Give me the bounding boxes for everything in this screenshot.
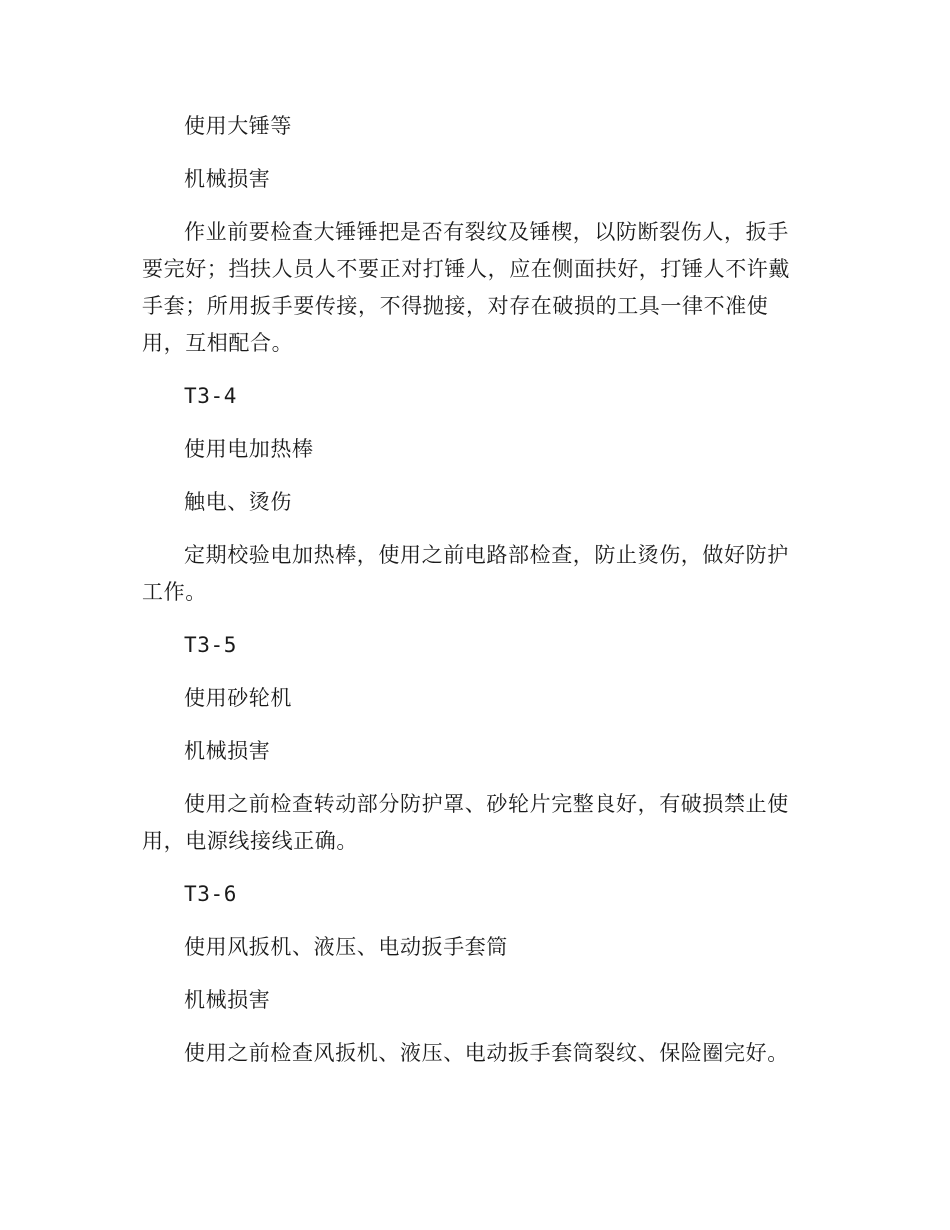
- paragraph-measures: 作业前要检查大锤锤把是否有裂纹及锤楔，以防断裂伤人，扳手要完好；挡扶人员人不要正对打锤人，应在侧面扶好，打锤人不许戴手套；所用扳手要传接，不得抛接，对存在破损的工具一律不准使用，互相配合。: [142, 220, 790, 355]
- paragraph-code: T3-6: [184, 882, 237, 906]
- paragraph-code: T3-4: [184, 384, 237, 408]
- paragraph-hazard: 触电、烫伤: [184, 490, 292, 514]
- paragraph-hazard: 机械损害: [184, 167, 271, 191]
- paragraph-task-title: 使用大锤等: [184, 114, 292, 138]
- paragraph-measures: 使用之前检查转动部分防护罩、砂轮片完整良好，有破损禁止使用，电源线接线正确。: [142, 792, 789, 853]
- paragraph-code: T3-5: [184, 633, 237, 657]
- paragraph-measures: 使用之前检查风扳机、液压、电动扳手套筒裂纹、保险圈完好。: [184, 1041, 789, 1065]
- paragraph-task-title: 使用砂轮机: [184, 686, 292, 710]
- paragraph-measures: 定期校验电加热棒，使用之前电路部检查，防止烫伤，做好防护工作。: [142, 543, 789, 604]
- paragraph-task-title: 使用电加热棒: [184, 437, 314, 461]
- paragraph-hazard: 机械损害: [184, 739, 271, 763]
- paragraph-hazard: 机械损害: [184, 988, 271, 1012]
- paragraph-task-title: 使用风扳机、液压、电动扳手套筒: [184, 935, 508, 959]
- document-body: [142, 108, 798, 1088]
